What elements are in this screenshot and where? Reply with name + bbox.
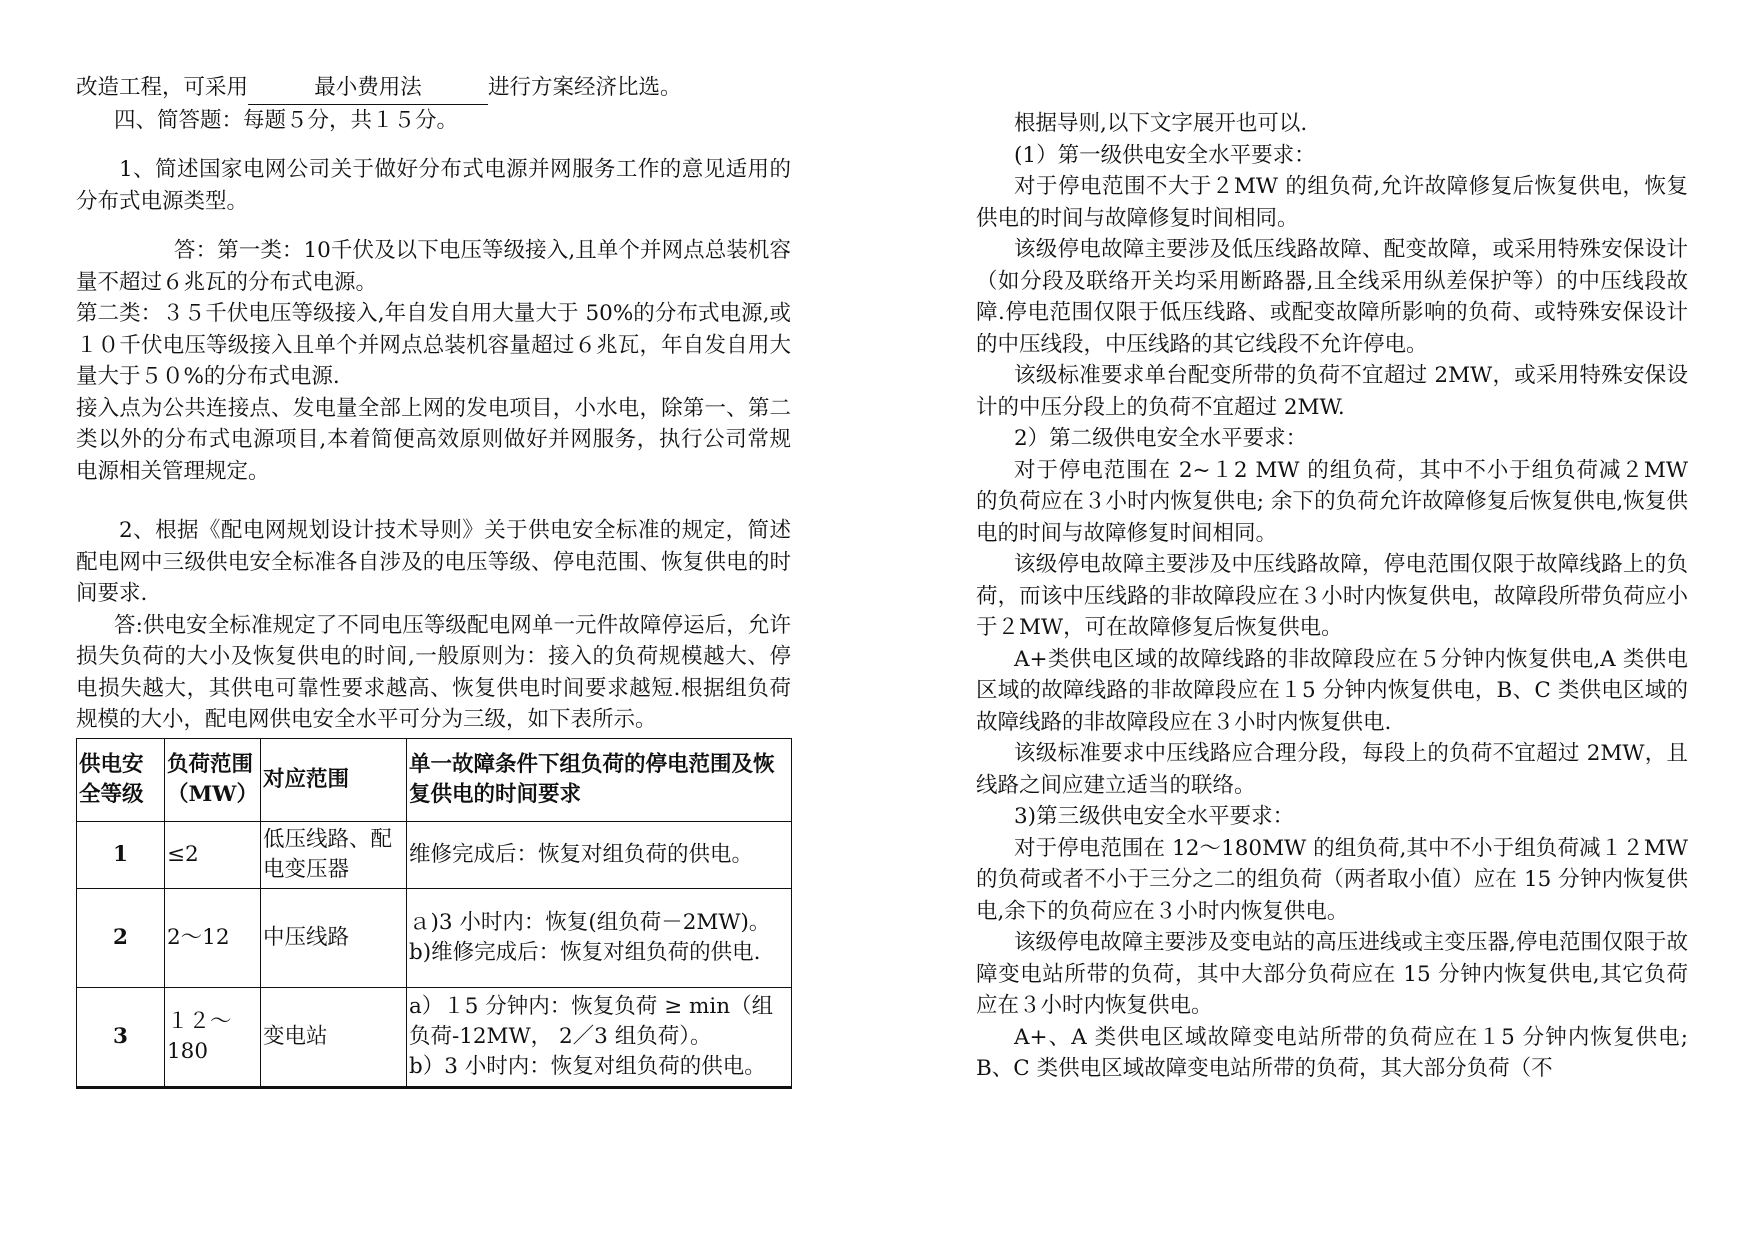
paragraph: 对于停电范围不大于２MW 的组负荷,允许故障修复后恢复供电，恢复供电的时间与故障修复时间相同。 [976,174,1688,231]
right-column [976,108,1688,1085]
header-load: 负荷范围（MW） [165,738,261,821]
cell-load: ≤2 [165,821,261,888]
requirement-line: b）3 小时内：恢复对组负荷的供电。 [408,1053,766,1079]
paragraph: 对于停电范围在 2~１2 MW 的组负荷，其中不小于组负荷减２MW 的负荷应在３小时内恢复供电; 余下的负荷允许故障修复后恢复供电,恢复供电的时间与故障修复时间相同。 [976,457,1688,546]
header-level: 供电安全等级 [77,738,165,821]
paragraph: 根据导则,以下文字展开也可以. [1014,111,1308,136]
answer-1-part-3: 接入点为公共连接点、发电量全部上网的发电项目，小水电，除第一、第二类以外的分布式电源项目,本着简便高效原则做好并网服务，执行公司常规电源相关管理规定。 [76,395,791,484]
fill-blank-text-after: 进行方案经济比选。 [488,75,682,100]
paragraph: A+、A 类供电区域故障变电站所带的负荷应在１5 分钟内恢复供电; B、C 类供电区域故障变电站所带的负荷，其大部分负荷（不 [976,1024,1688,1081]
answer-1-part-1: 答：第一类：10千伏及以下电压等级接入,且单个并网点总装机容量不超过６兆瓦的分布式电源。 [76,238,791,295]
subheading-level-2: 2）第二级供电安全水平要求： [1014,426,1308,451]
table-row [77,987,792,1087]
question-1: 1、简述国家电网公司关于做好分布式电源并网服务工作的意见适用的分布式电源类型。 [76,157,791,214]
table-header-row [77,738,792,821]
subheading-level-1: (1）第一级供电安全水平要求： [1014,142,1316,168]
fill-blank-answer: 最小费用法 [248,72,488,105]
spacer [76,136,791,154]
requirement-line: ａ)3 小时内：恢复(组负荷－2MW)。 [408,909,771,935]
cell-requirement [406,888,791,987]
paragraph: 该级停电故障主要涉及中压线路故障，停电范围仅限于故障线路上的负荷，而该中压线路的非故障段应在３小时内恢复供电，故障段所带负荷应小于２MW，可在故障修复后恢复供电。 [976,552,1688,640]
header-scope: 对应范围 [260,738,406,821]
section-heading: 四、简答题：每题５分，共１５分。 [114,107,459,133]
subheading-level-3: 3)第三级供电安全水平要求： [1014,804,1295,829]
cell-load: １２～180 [165,987,261,1087]
fill-blank-text-before: 改造工程，可采用 [76,75,249,100]
paragraph: 该级标准要求中压线路应合理分段，每段上的负荷不宜超过 2MW，且线路之间应建立适当的联络。 [976,741,1688,798]
question-2: 2、根据《配电网规划设计技术导则》关于供电安全标准的规定，简述配电网中三级供电安全标准各自涉及的电压等级、停电范围、恢复供电的时间要求. [76,518,791,606]
cell-requirement [406,821,791,888]
paragraph: 该级停电故障主要涉及变电站的高压进线或主变压器,停电范围仅限于故障变电站所带的负荷，其中大部分负荷应在 15 分钟内恢复供电,其它负荷应在３小时内恢复供电。 [976,930,1688,1018]
left-column [76,72,791,1089]
header-requirement: 单一故障条件下组负荷的停电范围及恢复供电的时间要求 [406,738,791,821]
paragraph: 该级标准要求单台配变所带的负荷不宜超过 2MW，或采用特殊安保设计的中压分段上的负荷不宜超过 2MW. [976,363,1688,420]
requirement-line: b)维修完成后：恢复对组负荷的供电. [408,939,761,965]
cell-level: 2 [77,888,165,987]
paragraph: 对于停电范围在 12～180MW 的组负荷,其中不小于组负荷减１２MW 的负荷或者不小于三分之二的组负荷（两者取小值）应在 15 分钟内恢复供电,余下的负荷应在３小时内恢复供电。 [976,835,1688,924]
cell-scope: 变电站 [260,987,406,1087]
cell-level: 1 [77,821,165,888]
paragraph: A+类供电区域的故障线路的非故障段应在５分钟内恢复供电,A 类供电区域的故障线路的非故障段应在１5 分钟内恢复供电，B、C 类供电区域的故障线路的非故障段应在３小时内恢复供电. [976,646,1688,735]
cell-load: 2～12 [165,888,261,987]
cell-scope: 低压线路、配电变压器 [260,821,406,888]
spacer [76,217,791,235]
requirement-line: 维修完成后：恢复对组负荷的供电。 [408,841,753,867]
cell-level: 3 [77,987,165,1087]
cell-requirement [406,987,791,1087]
table-row [77,821,792,888]
answer-1-part-2: 第二类：３５千伏电压等级接入,年自发自用大量大于 50%的分布式电源,或１０千伏电压等级接入且单个并网点总装机容量超过６兆瓦，年自发自用大量大于５０%的分布式电源. [76,301,791,389]
safety-level-table [76,738,792,1089]
spacer [76,487,791,515]
fill-blank-line [76,72,791,105]
answer-2: 答:供电安全标准规定了不同电压等级配电网单一元件故障停运后，允许损失负荷的大小及恢复供电的时间,一般原则为：接入的负荷规模越大、停电损失越大，其供电可靠性要求越高、恢复供电时间要求越短.根据组负荷规模的大小，配电网供电安全水平可分为三级，如下表所示。 [76,612,791,732]
cell-scope: 中压线路 [260,888,406,987]
paragraph: 该级停电故障主要涉及低压线路故障、配变故障，或采用特殊安保设计（如分段及联络开关均采用断路器,且全线采用纵差保护等）的中压线段故障.停电范围仅限于低压线路、或配变故障所影响的负荷、或特殊安保设计的中压线段，中压线路的其它线段不允许停电。 [976,237,1688,357]
table-row [77,888,792,987]
requirement-line: a）１5 分钟内：恢复负荷 ≥ min（组负荷-12MW， 2／3 组负荷）。 [408,993,774,1049]
